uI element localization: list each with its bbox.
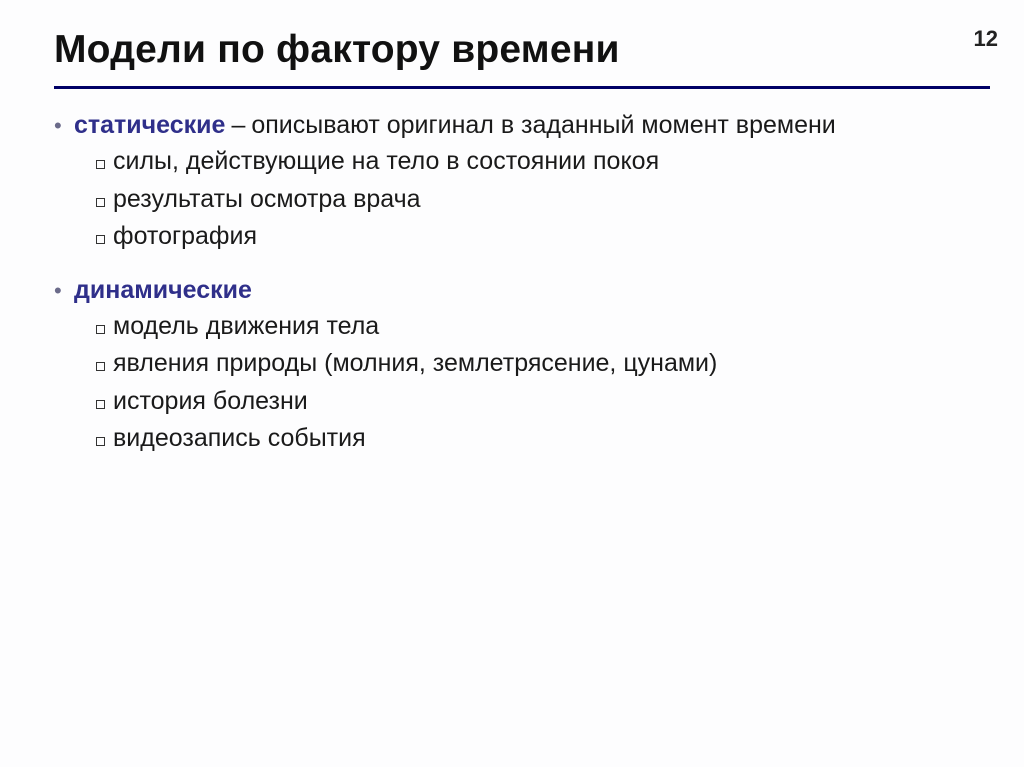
list-item — [96, 383, 984, 421]
list-item — [96, 345, 984, 383]
square-bullet-icon — [96, 362, 105, 371]
list-item-text: фотография — [113, 222, 257, 250]
section-dynamic — [54, 273, 984, 458]
static-examples-list — [54, 143, 984, 256]
list-item — [96, 308, 984, 346]
square-bullet-icon — [96, 400, 105, 409]
square-bullet-icon — [96, 198, 105, 207]
list-item-text: видеозапись события — [113, 424, 366, 452]
term-dynamic: динамические — [74, 275, 252, 304]
square-bullet-icon — [96, 325, 105, 334]
term-dash: – — [231, 111, 246, 139]
slide-content — [54, 108, 984, 475]
term-description: описывают оригинал в заданный момент времени — [251, 111, 836, 139]
dynamic-examples-list — [54, 308, 984, 458]
list-item-text: модель движения тела — [113, 311, 380, 340]
square-bullet-icon — [96, 235, 105, 244]
title-divider — [54, 86, 990, 89]
square-bullet-icon — [96, 437, 105, 446]
list-item — [96, 181, 984, 219]
bullet-dot-icon: • — [54, 277, 62, 303]
list-item-text: результаты осмотра врача — [113, 184, 421, 213]
bullet-static — [54, 108, 984, 143]
bullet-dot-icon: • — [54, 113, 62, 138]
list-item-text: история болезни — [113, 386, 308, 415]
square-bullet-icon — [96, 160, 105, 169]
slide-title: Модели по фактору времени — [54, 28, 620, 71]
list-item — [96, 420, 984, 458]
list-item — [96, 218, 984, 256]
term-static: статические — [74, 111, 226, 139]
list-item-text: явления природы (молния, землетрясение, цунами) — [113, 349, 718, 377]
list-item — [96, 143, 984, 181]
page-number: 12 — [973, 26, 998, 51]
bullet-dynamic — [54, 273, 984, 308]
section-static — [54, 108, 984, 256]
list-item-text: силы, действующие на тело в состоянии покоя — [113, 147, 660, 175]
